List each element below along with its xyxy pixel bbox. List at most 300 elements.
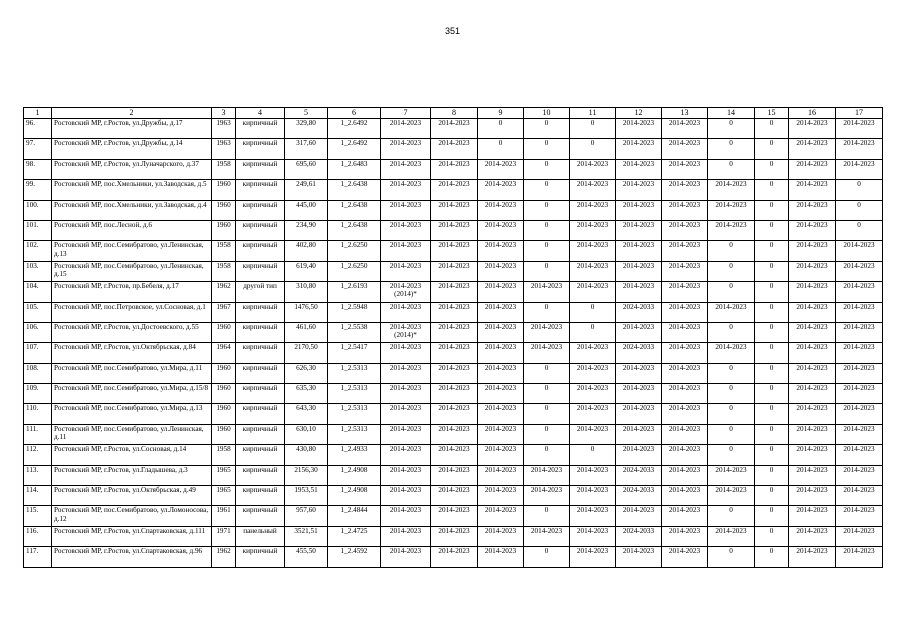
table-cell: 2156,30 <box>285 465 328 485</box>
table-row <box>24 465 883 485</box>
table-cell: 2014-2023 <box>616 282 662 302</box>
table-cell: 0 <box>755 322 789 342</box>
row-number-cell: 112. <box>24 445 52 465</box>
table-cell: 2014-2023 <box>431 445 478 465</box>
table-cell: 1_2.4908 <box>328 486 381 506</box>
table-cell: 1_2.5313 <box>328 384 381 404</box>
table-cell: кирпичный <box>236 139 285 159</box>
table-cell: 1_2.4592 <box>328 547 381 567</box>
table-cell: 2014-2023 <box>381 139 431 159</box>
table-cell: 2014-2023 <box>662 445 708 465</box>
row-number-cell: 103. <box>24 261 52 281</box>
row-number-cell: 117. <box>24 547 52 567</box>
table-cell: 0 <box>755 180 789 200</box>
table-cell: 0 <box>478 139 524 159</box>
column-header-7: 7 <box>381 108 431 119</box>
table-cell: 2014-2023 <box>570 220 616 240</box>
table-cell: 1_2.5313 <box>328 363 381 383</box>
table-cell: 2014-2023 <box>431 241 478 261</box>
table-cell: 2014-2023 <box>789 465 836 485</box>
column-header-1: 1 <box>24 108 52 119</box>
table-cell: 2014-2023 <box>381 180 431 200</box>
table-cell: 2014-2023 <box>478 547 524 567</box>
table-cell: 0 <box>524 506 570 526</box>
table-cell: 1963 <box>212 139 236 159</box>
table-cell: кирпичный <box>236 159 285 179</box>
table-cell: 0 <box>708 445 755 465</box>
table-cell: 0 <box>524 180 570 200</box>
table-cell: 0 <box>755 547 789 567</box>
table-cell: 0 <box>755 261 789 281</box>
table-cell: 2014-2023 <box>478 404 524 424</box>
table-cell: 2014-2023 <box>662 343 708 363</box>
table-row <box>24 526 883 546</box>
table-cell: 0 <box>570 322 616 342</box>
table-row <box>24 363 883 383</box>
address-cell: Ростовский МР, пос.Семибратово, ул.Ленинская, д.11 <box>52 424 212 444</box>
table-cell: 2014-2023 <box>570 465 616 485</box>
column-header-4: 4 <box>236 108 285 119</box>
table-cell: 2014-2023 <box>616 139 662 159</box>
table-cell: 2014-2023 <box>836 302 883 322</box>
table-cell: 1958 <box>212 159 236 179</box>
table-cell: 2014-2023 <box>478 486 524 506</box>
table-cell: кирпичный <box>236 302 285 322</box>
table-cell: 2014-2023 <box>662 424 708 444</box>
table-cell: 1961 <box>212 506 236 526</box>
table-cell: 2014-2023 <box>789 180 836 200</box>
table-cell: 2014-2023 <box>478 200 524 220</box>
table-cell: 0 <box>708 261 755 281</box>
table-cell: 2014-2023 <box>381 159 431 179</box>
table-cell: 0 <box>524 424 570 444</box>
table-cell: 2014-2023 <box>836 343 883 363</box>
table-cell: 1965 <box>212 465 236 485</box>
table-cell: 2014-2023 <box>381 445 431 465</box>
table-cell: 2014-2023 <box>789 343 836 363</box>
table-cell: 2014-2023 <box>431 119 478 139</box>
table-cell: 2014-2023 <box>431 486 478 506</box>
table-cell: 0 <box>524 159 570 179</box>
table-cell: 0 <box>755 139 789 159</box>
table-cell: 1_2.6438 <box>328 180 381 200</box>
table-cell: 2014-2023 <box>789 404 836 424</box>
table-cell: 0 <box>755 302 789 322</box>
column-header-3: 3 <box>212 108 236 119</box>
table-cell: 0 <box>524 404 570 424</box>
table-cell: кирпичный <box>236 322 285 342</box>
table-cell: 2014-2023 <box>662 302 708 322</box>
column-header-15: 15 <box>755 108 789 119</box>
table-cell: 1_2.5313 <box>328 404 381 424</box>
table-cell: 2014-2023 <box>570 486 616 506</box>
column-header-14: 14 <box>708 108 755 119</box>
table-cell: кирпичный <box>236 445 285 465</box>
column-header-11: 11 <box>570 108 616 119</box>
table-cell: кирпичный <box>236 404 285 424</box>
table-cell: 0 <box>755 220 789 240</box>
table-cell: 0 <box>755 363 789 383</box>
table-cell: 2014-2023 <box>789 241 836 261</box>
table-row <box>24 220 883 240</box>
table-cell: 2014-2023 <box>570 200 616 220</box>
table-cell: 0 <box>524 363 570 383</box>
address-cell: Ростовский МР, г.Ростов, ул.Октябрьская, д.84 <box>52 343 212 363</box>
table-cell: 2014-2023 <box>478 261 524 281</box>
table-cell: 0 <box>755 526 789 546</box>
table-cell: 2014-2023 <box>570 159 616 179</box>
table-cell: 0 <box>524 547 570 567</box>
table-cell: 1476,50 <box>285 302 328 322</box>
table-cell: 2014-2023 <box>431 200 478 220</box>
table-cell: 0 <box>755 282 789 302</box>
table-cell: 0 <box>570 302 616 322</box>
address-cell: Ростовский МР, пос.Семибратово, ул.Ленинская, д.15 <box>52 261 212 281</box>
table-cell: 455,50 <box>285 547 328 567</box>
table-cell: 2014-2023 <box>381 526 431 546</box>
table-cell: 0 <box>836 220 883 240</box>
table-cell: 2014-2023 <box>616 547 662 567</box>
table-cell: 0 <box>755 424 789 444</box>
column-header-10: 10 <box>524 108 570 119</box>
table-cell: 630,10 <box>285 424 328 444</box>
table-cell: 2014-2023 <box>836 119 883 139</box>
table-cell: 2014-2023 <box>431 343 478 363</box>
table-cell: 0 <box>524 261 570 281</box>
table-cell: 2014-2023 <box>381 424 431 444</box>
table-cell: 2014-2023 <box>570 180 616 200</box>
table-cell: 1962 <box>212 282 236 302</box>
table-cell: 2014-2023 <box>431 282 478 302</box>
table-cell: 0 <box>755 384 789 404</box>
table-cell: 0 <box>708 506 755 526</box>
table-cell: 0 <box>708 241 755 261</box>
table-cell: 2014-2023 <box>478 180 524 200</box>
table-cell: 1960 <box>212 220 236 240</box>
table-cell: 2014-2023 <box>381 302 431 322</box>
table-cell: 3521,51 <box>285 526 328 546</box>
table-cell: 1_2.5417 <box>328 343 381 363</box>
table-cell: 2024-2033 <box>616 465 662 485</box>
table-cell: 2014-2023 (2014)* <box>381 282 431 302</box>
address-cell: Ростовский МР, г.Ростов, ул.Луначарского, д.37 <box>52 159 212 179</box>
table-cell: 2014-2023 <box>478 241 524 261</box>
table-cell: кирпичный <box>236 424 285 444</box>
table-cell: 2014-2023 <box>616 241 662 261</box>
table-cell: 2014-2023 <box>381 384 431 404</box>
table-cell: 2024-2033 <box>616 343 662 363</box>
table-cell: 2014-2023 <box>662 404 708 424</box>
table-cell: 1_2.4908 <box>328 465 381 485</box>
table-cell: 2014-2023 <box>789 526 836 546</box>
table-cell: 2014-2023 <box>708 220 755 240</box>
table-cell: 2014-2023 <box>478 384 524 404</box>
table-row <box>24 119 883 139</box>
table-cell: 2014-2023 <box>662 547 708 567</box>
table-cell: 0 <box>570 119 616 139</box>
table-cell: 2014-2023 <box>616 384 662 404</box>
table-row <box>24 159 883 179</box>
table-cell: 2014-2023 <box>431 384 478 404</box>
table-cell: 2014-2023 <box>616 506 662 526</box>
table-cell: 1963 <box>212 119 236 139</box>
table-cell: кирпичный <box>236 343 285 363</box>
table-cell: 2014-2023 <box>708 465 755 485</box>
table-cell: 2014-2023 <box>616 180 662 200</box>
row-number-cell: 101. <box>24 220 52 240</box>
table-cell: 2014-2023 <box>570 343 616 363</box>
table-cell: 2014-2023 <box>570 547 616 567</box>
table-cell: 0 <box>708 384 755 404</box>
table-cell: 2014-2023 <box>381 220 431 240</box>
table-cell: 2024-2033 <box>616 302 662 322</box>
header-row <box>24 108 883 119</box>
table-cell: 0 <box>524 302 570 322</box>
table-cell: 2014-2023 <box>616 363 662 383</box>
table-cell: 1_2.4725 <box>328 526 381 546</box>
table-cell: 2014-2023 <box>836 139 883 159</box>
table-cell: 2014-2023 <box>836 322 883 342</box>
row-number-cell: 98. <box>24 159 52 179</box>
table-row <box>24 241 883 261</box>
table-cell: 2014-2023 <box>836 241 883 261</box>
table-cell: 2014-2023 <box>381 343 431 363</box>
table-cell: 0 <box>524 200 570 220</box>
table-cell: 0 <box>708 282 755 302</box>
table-cell: 1960 <box>212 200 236 220</box>
table-cell: 2014-2023 <box>524 343 570 363</box>
table-cell: 2014-2023 <box>381 241 431 261</box>
table-cell: 2014-2023 <box>662 200 708 220</box>
table-cell: 2014-2023 <box>662 119 708 139</box>
table-cell: 1953,51 <box>285 486 328 506</box>
table-cell: 2014-2023 <box>662 526 708 546</box>
table-body <box>24 119 883 568</box>
table-cell: 0 <box>524 384 570 404</box>
address-cell: Ростовский МР, г.Ростов, ул.Спартаковская, д.111 <box>52 526 212 546</box>
table-cell: 2170,50 <box>285 343 328 363</box>
table-cell: 1_2.6438 <box>328 200 381 220</box>
table-cell: 1971 <box>212 526 236 546</box>
address-cell: Ростовский МР, пос.Семибратово, ул.Ломоносова, д.12 <box>52 506 212 526</box>
table-cell: 0 <box>755 159 789 179</box>
table-cell: 0 <box>755 200 789 220</box>
table-cell: 2014-2023 <box>478 343 524 363</box>
table-cell: 2014-2023 <box>616 119 662 139</box>
table-cell: 2014-2023 <box>836 159 883 179</box>
table-cell: 2014-2023 <box>616 424 662 444</box>
table-cell: 1962 <box>212 547 236 567</box>
table-cell: 2014-2023 <box>836 547 883 567</box>
table-cell: 2014-2023 <box>431 322 478 342</box>
table-cell: 1_2.6250 <box>328 241 381 261</box>
table-cell: 1_2.6250 <box>328 261 381 281</box>
table-cell: кирпичный <box>236 465 285 485</box>
table-cell: 2014-2023 <box>478 282 524 302</box>
address-cell: Ростовский МР, г.Ростов, пр.Бебеля, д.17 <box>52 282 212 302</box>
table-cell: 1965 <box>212 486 236 506</box>
row-number-cell: 96. <box>24 119 52 139</box>
row-number-cell: 106. <box>24 322 52 342</box>
table-cell: 2014-2023 <box>789 486 836 506</box>
row-number-cell: 116. <box>24 526 52 546</box>
table-cell: 0 <box>755 445 789 465</box>
table-cell: 0 <box>836 180 883 200</box>
table-cell: 2014-2023 <box>789 302 836 322</box>
table-row <box>24 282 883 302</box>
table-cell: 402,80 <box>285 241 328 261</box>
row-number-cell: 110. <box>24 404 52 424</box>
table-cell: 1960 <box>212 424 236 444</box>
table-cell: 2014-2023 <box>478 302 524 322</box>
column-header-9: 9 <box>478 108 524 119</box>
table-cell: 0 <box>755 343 789 363</box>
address-cell: Ростовский МР, г.Ростов, ул.Октябрьская, д.49 <box>52 486 212 506</box>
table-cell: 0 <box>708 547 755 567</box>
table-cell: 0 <box>524 139 570 159</box>
column-header-17: 17 <box>836 108 883 119</box>
table-cell: 2014-2023 <box>662 384 708 404</box>
table-cell: 2014-2023 <box>524 322 570 342</box>
table-cell: 1958 <box>212 445 236 465</box>
table-cell: 2014-2023 <box>478 424 524 444</box>
table-row <box>24 384 883 404</box>
page-number: 351 <box>444 26 461 36</box>
table-cell: 2014-2023 <box>570 506 616 526</box>
table-cell: 2014-2023 <box>570 261 616 281</box>
table-cell: 1_2.6492 <box>328 139 381 159</box>
table-cell: 2014-2023 <box>524 282 570 302</box>
table-cell: 619,40 <box>285 261 328 281</box>
table-cell: 1_2.6438 <box>328 220 381 240</box>
table-cell: кирпичный <box>236 119 285 139</box>
row-number-cell: 113. <box>24 465 52 485</box>
table-row <box>24 506 883 526</box>
table-cell: 2014-2023 <box>662 159 708 179</box>
address-cell: Ростовский МР, г.Ростов, ул.Достоевского, д.55 <box>52 322 212 342</box>
table-cell: 0 <box>570 445 616 465</box>
table-cell: 0 <box>524 119 570 139</box>
table-cell: 2014-2023 <box>836 282 883 302</box>
table-cell: 0 <box>524 220 570 240</box>
row-number-cell: 99. <box>24 180 52 200</box>
table-cell: кирпичный <box>236 486 285 506</box>
table-cell: 249,61 <box>285 180 328 200</box>
row-number-cell: 111. <box>24 424 52 444</box>
address-cell: Ростовский МР, пос.Лесной, д.6 <box>52 220 212 240</box>
table-cell: 461,60 <box>285 322 328 342</box>
table-cell: 2014-2023 <box>789 445 836 465</box>
table-cell: 2014-2023 <box>381 261 431 281</box>
table-cell: 2014-2023 <box>524 465 570 485</box>
table-cell: 2014-2023 <box>836 506 883 526</box>
table-cell: 0 <box>755 486 789 506</box>
table-cell: 2014-2023 <box>662 322 708 342</box>
table-cell: 2014-2023 <box>789 424 836 444</box>
table-cell: 0 <box>708 322 755 342</box>
table-cell: 2014-2023 <box>836 526 883 546</box>
table-cell: 2014-2023 <box>478 506 524 526</box>
table-cell: 1_2.6492 <box>328 119 381 139</box>
table-cell: 2014-2023 <box>616 159 662 179</box>
table-cell: 2014-2023 <box>431 363 478 383</box>
table-cell: 2014-2023 <box>836 445 883 465</box>
column-header-5: 5 <box>285 108 328 119</box>
table-cell: 2014-2023 <box>789 200 836 220</box>
column-header-16: 16 <box>789 108 836 119</box>
table-cell: 0 <box>836 200 883 220</box>
table-cell: 2014-2023 <box>570 282 616 302</box>
table-cell: 2014-2023 <box>662 241 708 261</box>
table-cell: 2014-2023 <box>431 526 478 546</box>
table-cell: 2014-2023 <box>431 404 478 424</box>
table-cell: 2014-2023 <box>616 261 662 281</box>
table-cell: 445,00 <box>285 200 328 220</box>
table-cell: 2014-2023 <box>431 465 478 485</box>
table-row <box>24 404 883 424</box>
table-cell: 2014-2023 <box>478 526 524 546</box>
address-cell: Ростовский МР, г.Ростов, ул.Гладышева, д.3 <box>52 465 212 485</box>
table-cell: 2014-2023 <box>616 445 662 465</box>
table-cell: 2014-2023 <box>662 139 708 159</box>
repair-schedule-table <box>23 107 883 568</box>
table-cell: 0 <box>708 404 755 424</box>
column-header-2: 2 <box>52 108 212 119</box>
table-cell: кирпичный <box>236 241 285 261</box>
table-cell: 1960 <box>212 363 236 383</box>
table-cell: 2014-2023 <box>478 322 524 342</box>
table-cell: 2014-2023 <box>708 180 755 200</box>
table-cell: 2014-2023 <box>836 261 883 281</box>
table-row <box>24 180 883 200</box>
table-cell: 2014-2023 <box>431 424 478 444</box>
address-cell: Ростовский МР, пос.Петровское, ул.Сосновая, д.1 <box>52 302 212 322</box>
table-cell: 2014-2023 <box>381 465 431 485</box>
table-cell: 957,60 <box>285 506 328 526</box>
table-cell: 317,60 <box>285 139 328 159</box>
table-cell: 0 <box>524 241 570 261</box>
table-cell: 1960 <box>212 322 236 342</box>
table-cell: кирпичный <box>236 547 285 567</box>
table-cell: 2014-2023 <box>570 424 616 444</box>
table-cell: 2014-2023 <box>381 506 431 526</box>
address-cell: Ростовский МР, г.Ростов, ул.Дружбы, д.17 <box>52 119 212 139</box>
address-cell: Ростовский МР, г.Ростов, ул.Дружбы, д.14 <box>52 139 212 159</box>
table-cell: 2014-2023 <box>789 119 836 139</box>
table-cell: 0 <box>524 445 570 465</box>
table-cell: 2014-2023 <box>789 282 836 302</box>
table-cell: 1967 <box>212 302 236 322</box>
table-cell: 1_2.6483 <box>328 159 381 179</box>
table-cell: 0 <box>708 424 755 444</box>
column-header-8: 8 <box>431 108 478 119</box>
table-cell: 2014-2023 <box>524 526 570 546</box>
table-cell: 2014-2023 <box>524 486 570 506</box>
table-cell: 2014-2023 <box>570 241 616 261</box>
table-cell: 2024-2033 <box>616 486 662 506</box>
row-number-cell: 115. <box>24 506 52 526</box>
table-cell: 2014-2023 <box>836 384 883 404</box>
address-cell: Ростовский МР, пос.Хмельники, ул.Заводская, д.4 <box>52 200 212 220</box>
table-cell: 2014-2023 <box>431 261 478 281</box>
table-cell: 234,90 <box>285 220 328 240</box>
table-cell: 2014-2023 <box>381 363 431 383</box>
table-cell: 1960 <box>212 404 236 424</box>
table-cell: 2014-2023 <box>478 220 524 240</box>
address-cell: Ростовский МР, пос.Семибратово, ул.Мира, д.11 <box>52 363 212 383</box>
table-cell: 2014-2023 <box>478 363 524 383</box>
table-cell: 2014-2023 <box>789 506 836 526</box>
